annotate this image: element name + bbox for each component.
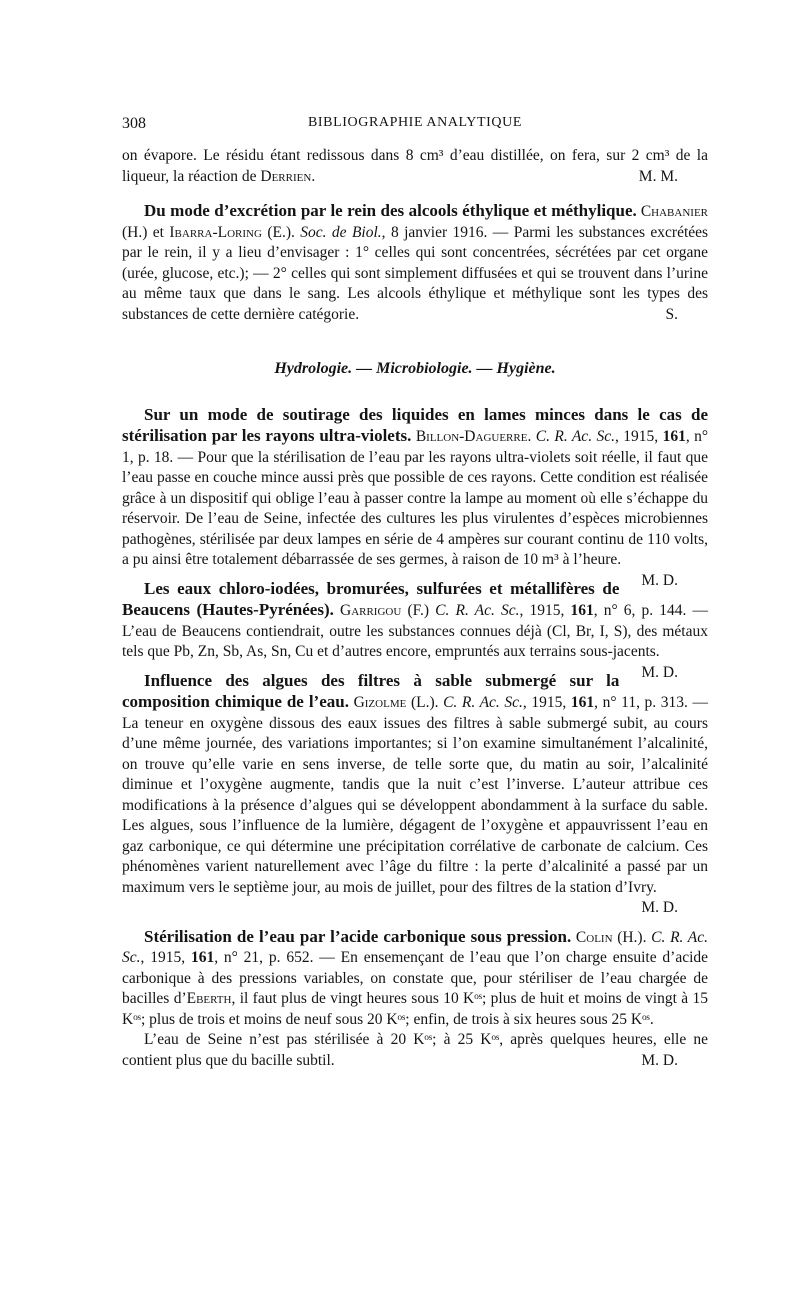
entry-journal: C. R. Ac. Sc. — [535, 428, 615, 445]
entry-author: Garrigou — [340, 602, 402, 619]
entry-reference: , n° 6, p. 144. — — [593, 602, 709, 619]
entry-reference: , n° 1, p. 18. — — [122, 428, 709, 466]
entry-signature: M. D. — [641, 1051, 678, 1069]
page-content — [122, 146, 708, 1071]
abstract-entry-1 — [122, 201, 708, 325]
continuation-signature: M. M. — [638, 167, 678, 185]
entry-journal: Soc. de Biol. — [300, 223, 382, 241]
abstract-entry-3 — [122, 578, 709, 681]
entry-date: , 8 janvier 1916. — — [381, 223, 509, 241]
continuation-paragraph: on évapore. Le résidu étant redissous dans 8 cm³ d’eau distillée, on fera, sur 2 cm³ de la liqueur, la réaction de Derrien. M. M. — [122, 146, 708, 187]
abstract-entry-5-paragraph-2 — [122, 1030, 708, 1071]
entry-title: Stérilisation de l’eau par l’acide carbonique sous pression. — [144, 926, 572, 946]
page-header — [122, 115, 708, 137]
running-head: BIBLIOGRAPHIE ANALYTIQUE — [307, 115, 523, 130]
abstract-entry-4 — [122, 671, 708, 899]
entry-volume: 161 — [570, 602, 594, 619]
entry-signature: M. D. — [641, 571, 678, 589]
entry-journal: C. R. Ac. Sc. — [443, 694, 523, 711]
entry-journal: C. R. Ac. Sc. — [122, 928, 709, 966]
continuation-text: on évapore. Le résidu étant redissous dans 8 cm³ d’eau distillée, on fera, sur 2 cm³ de la liqueur, la réaction de — [122, 147, 708, 185]
entry-author-initial: (L.). — [410, 694, 439, 711]
entry-reference: , 1915, — [519, 602, 565, 619]
entry-title: Les eaux chloro-iodées, bromurées, sulfurées et métallifères de Beaucens (Hautes-Pyrénées). — [122, 578, 620, 619]
entry-signature: M. D. — [641, 663, 678, 681]
entry-author-initial: (H.). — [617, 928, 647, 946]
entry-body: L’eau de Seine n’est pas stérilisée à 20 Kᵒˢ; à 25 Kᵒˢ, après quelques heures, elle ne contient plus que du bacille subtil. — [122, 1031, 708, 1069]
entry-reference: , 1915, — [614, 428, 659, 445]
entry-author: Ibarra-Loring — [169, 223, 262, 241]
entry-journal: C. R. Ac. Sc. — [435, 602, 520, 619]
entry-volume: 161 — [662, 428, 686, 445]
entry-body: , il faut plus de vingt heures sous 10 Kᵒˢ; plus de huit et moins de vingt à 15 Kᵒˢ; plus de trois et moins de neuf sous 20 Kᵒˢ; enfin, de trois à six heures sous 25 Kᵒˢ. — [122, 990, 708, 1028]
page-number: 308 — [122, 115, 146, 132]
entry-volume: 161 — [190, 949, 215, 966]
section-heading: Hydrologie. — Microbiologie. — Hygiène. — [274, 360, 556, 377]
entry-signature: S. — [665, 305, 678, 323]
entry-reference: , n° 21, p. 652. — — [214, 949, 335, 966]
entry-body: La teneur en oxygène dissous des eaux issues des filtres à sable submergé subit, au cours d’une même journée, des variations importantes; si l’on examine simultanément l’alcalinité, on trouve qu’elle varie en sens inverse, de telle sorte que, du matin au soir, l’alcalinité diminue et l’oxygène augmente, tandis que la nuit c’est l’inverse. L’auteur attribue ces modifications à la présence d’algues qui se développent abondamment à la surface du sable. Les algues, sous l’influence de la lumière, dégagent de l’oxygène et appauvrissent l’eau en gaz carbonique, ce qui détermine une précipitation corrélative de carbonate de calcium. Ces phénomènes varient naturellement avec l’âge du filtre : la perte d’alcalinité a passé par un maximum vers le septième jour, au mois de juillet, pour des filtres de la station d’Ivry. — [122, 714, 708, 896]
entry-body: L’eau de Beaucens contiendrait, outre les substances connues déjà (Cl, Br, I, S), des métaux tels que Pb, Zn, Sb, As, Sn, Cu et d’autres encore, empruntés aux terrains sous-jacents. — [122, 622, 708, 660]
entry-author: Gizolme — [353, 694, 407, 711]
abstract-entry-5 — [122, 927, 708, 1031]
entry-body: Pour que la stérilisation de l’eau par les rayons ultra-violets soit réelle, il faut que l’eau passe en couche mince aussi près que possible de ces rayons. Cette condition est réalisée grâce à un dispositif qui oblige l’eau à passer contre la lampe au moment où elle s’échappe du réservoir. De l’eau de Seine, infectée des cultures les plus virulentes d’espèces microbiennes pathogènes, stérilisée par deux lampes en série de 4 ampères sur courant continu de 110 volts, a pu ainsi être totalement débarrassée de ses germes, à raison de 10 m³ à l’heure. — [122, 448, 709, 568]
entry-body: Parmi les substances excrétées par le rein, il y a lieu d’envisager : 1° celles qui sont concentrées, sécrétées par cet organe (urée, glucose, etc.); — 2° celles qui sont simplement diffusées et qui se trouvent dans l’urine au même taux que dans le sang. Les alcools éthylique et méthylique sont les types des substances de cette dernière catégorie. — [122, 223, 709, 323]
abstract-entry-2 — [122, 404, 709, 589]
entry-title: Influence des algues des filtres à sable submergé sur la composition chimique de l’eau. — [122, 670, 620, 711]
entry-author-initial: (F.) — [407, 602, 430, 619]
entry-title: Du mode d’excrétion par le rein des alcools éthylique et méthylique. — [144, 201, 637, 220]
entry-author: Chabanier — [640, 203, 708, 220]
continuation-author: Derrien — [260, 167, 312, 185]
entry-title: Sur un mode de soutirage des liquides en lames minces dans le cas de stérilisation par les rayons ultra-violets. — [122, 404, 708, 445]
entry-author-initial: (E.). — [267, 223, 295, 241]
entry-body-name: Eberth — [186, 990, 232, 1007]
entry-reference: , n° 11, p. 313. — — [594, 694, 709, 711]
entry-author: Colin — [575, 928, 613, 946]
entry-author-initial: (H.) et — [122, 223, 164, 241]
entry-reference: , 1915, — [140, 949, 186, 966]
entry-volume: 161 — [570, 694, 595, 711]
entry-author: Billon-Daguerre. — [415, 428, 532, 445]
entry-signature: M. D. — [641, 899, 678, 916]
entry-reference: , 1915, — [522, 694, 567, 711]
entry-body: En ensemençant de l’eau que l’on charge ensuite d’acide carbonique à des pressions variables, on constate que, pour stériliser de l’eau chargée de bacilles d’ — [122, 949, 709, 1007]
